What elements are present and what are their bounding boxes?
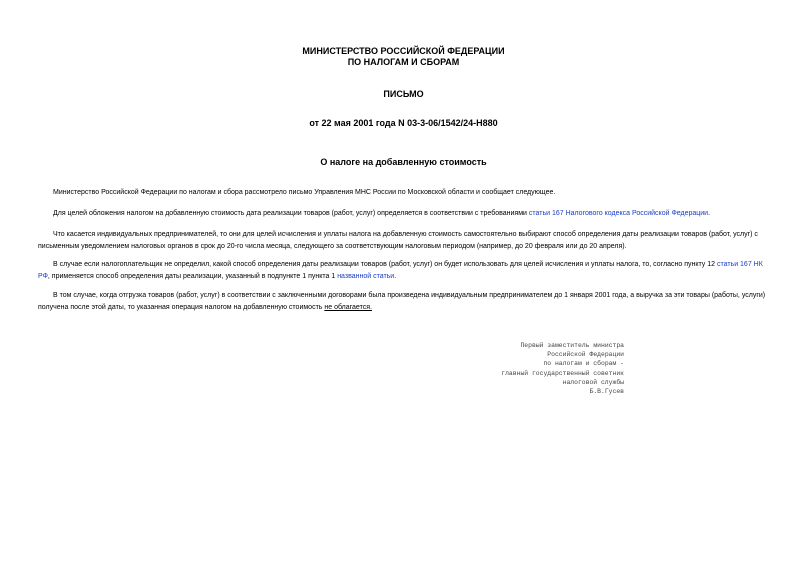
paragraph-1-text: Министерство Российской Федерации по налогам и сбора рассмотрело письмо Управления МНС России по Московской области и сообщает следующее. (53, 189, 556, 196)
paragraph-2-text: Для целей обложения налогом на добавленную стоимость дата реализации товаров (работ, услуг) определяется в соответствии с требованиями (53, 210, 529, 217)
signature-name: Б.В.Гусев (589, 388, 624, 396)
signature-line-5: налоговой службы (562, 378, 624, 386)
signature-line-4: главный государственный советник (501, 369, 624, 377)
paragraph-1 (38, 187, 773, 199)
paragraph-5 (38, 290, 773, 314)
signature-line-2: Российской Федерации (547, 351, 624, 359)
document-number: от 22 мая 2001 года N 03-3-06/1542/24-Н880 (309, 118, 498, 128)
paragraph-4 (38, 259, 773, 283)
paragraph-2 (38, 208, 773, 220)
article-167-link[interactable]: статьи 167 Налогового кодекса Российской Федерации (528, 210, 709, 217)
paragraph-4-end: . (394, 273, 397, 280)
document-type: ПИСЬМО (383, 89, 424, 99)
document-subject: О налоге на добавленную стоимость (320, 157, 487, 167)
signature-block (440, 341, 624, 396)
signature-line-3: по налогам и сборам - (543, 360, 624, 368)
paragraph-3 (38, 229, 773, 253)
paragraph-4-text: В случае если налогоплательщик не определил, какой способ определения даты реализации товаров (работ, услуг) он будет использовать для целей исчисления и уплаты налога, то, согласно пункту 12 (53, 261, 717, 268)
signature-line-1: Первый заместитель министра (520, 342, 624, 349)
named-article-link[interactable]: названной статьи (337, 273, 395, 280)
paragraph-5-text: В том случае, когда отгрузка товаров (работ, услуг) в соответствии с заключенными договорами была произведена индивидуальным предпринимателем до 1 января 2001 года, а выручка за эти товары (работы, услуги) получена после этой даты, то указанная операция налогом на добавленную стоимость (38, 292, 766, 311)
not-taxable-text: не облагается. (324, 304, 372, 311)
paragraph-4-middle: , применяется способ определения даты реализации, указанный в подпункте 1 пункта 1 (47, 273, 338, 280)
ministry-title-line2: ПО НАЛОГАМ И СБОРАМ (347, 57, 460, 67)
ministry-title-line1: МИНИСТЕРСТВО РОССИЙСКОЙ ФЕДЕРАЦИИ (302, 46, 505, 56)
paragraph-3-text: Что касается индивидуальных предпринимателей, то они для целей исчисления и уплаты налога на добавленную стоимость самостоятельно выбирают способ определения даты реализации товаров (работ, услуг) с письменным уведомлением налоговых органов в срок до 20-го числа месяца, следующего за соответствующим налоговым периодом (например, до 20 февраля или до 20 апреля). (38, 231, 758, 250)
article-167-nk-link[interactable]: статьи 167 НК РФ (38, 261, 763, 280)
paragraph-2-end: . (708, 210, 711, 217)
